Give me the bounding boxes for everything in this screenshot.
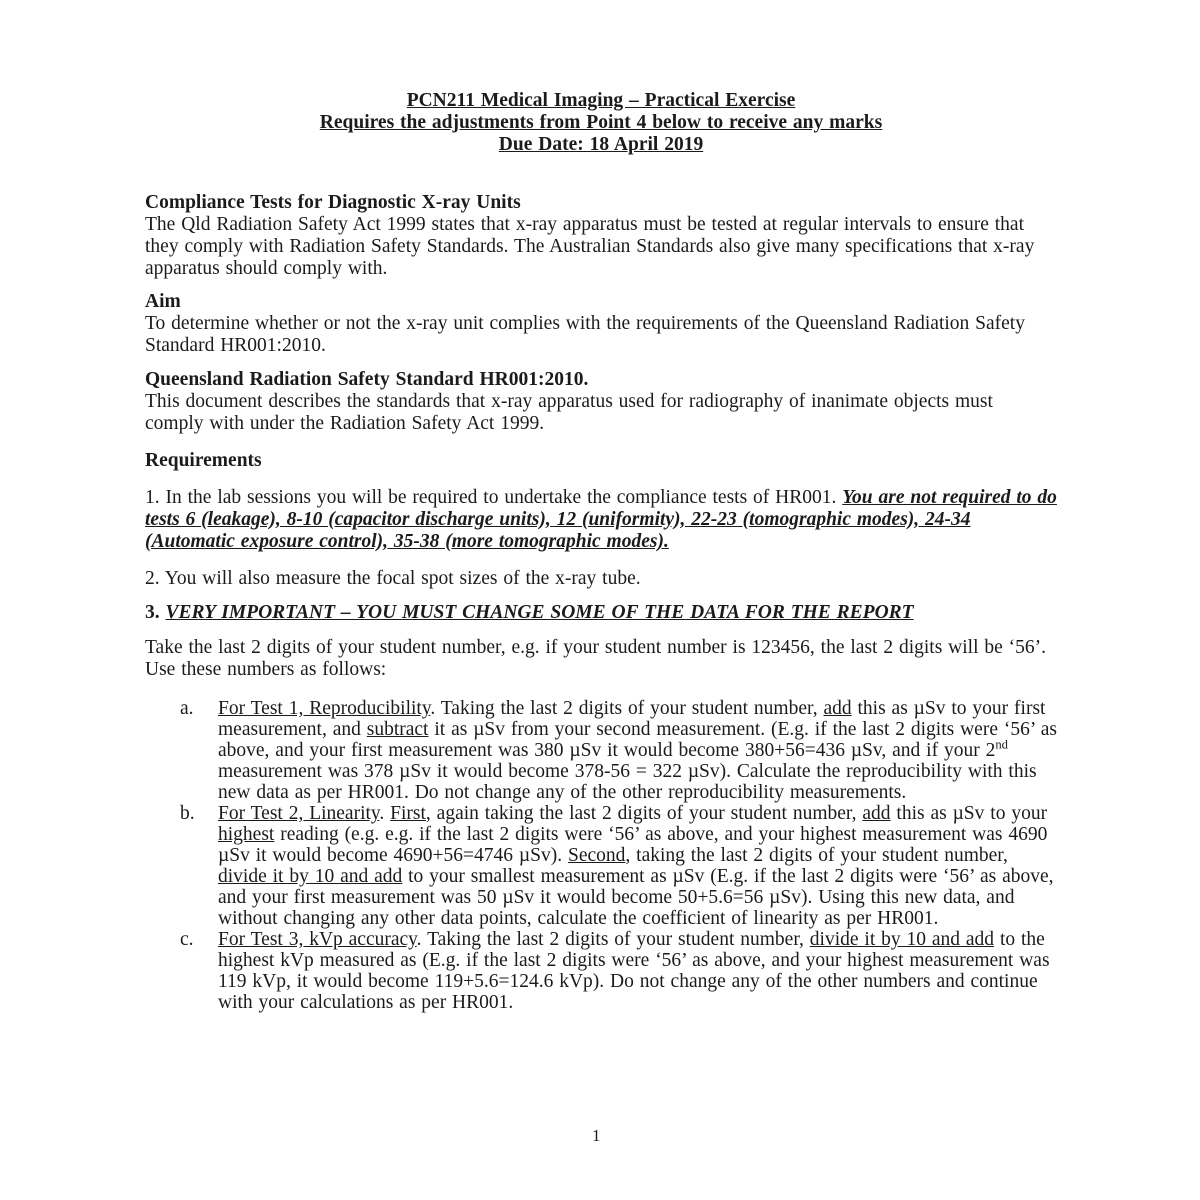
text-run: , taking the last 2 digits of your student number, [625, 845, 1008, 866]
text-run: 3. [145, 602, 166, 623]
heading-requirements [145, 450, 1057, 472]
text-run: Requirements [145, 450, 262, 471]
document-content [145, 90, 1057, 1013]
document-body [145, 192, 1057, 1013]
text-run: nd [995, 737, 1008, 752]
page-number: 1 [592, 1126, 601, 1145]
para-point-3 [145, 602, 1057, 624]
heading-compliance-tests [145, 192, 1057, 214]
text-run: Queensland Radiation Safety Standard HR001:2010. [145, 369, 589, 390]
text-run: Aim [145, 291, 181, 312]
list-marker: b. [180, 803, 195, 824]
text-run: divide it by 10 and add [809, 929, 995, 950]
text-run: 2. You will also measure the focal spot sizes of the x-ray tube. [145, 568, 641, 589]
list-marker: c. [180, 929, 194, 950]
para-compliance-tests [145, 214, 1057, 280]
list-marker: a. [180, 698, 194, 719]
text-run: To determine whether or not the x-ray unit complies with the requirements of the Queensland Radiation Safety Standard HR001:2010. [145, 313, 1025, 356]
text-run: measurement was 378 µSv it would become 378-56 = 322 µSv). Calculate the reproducibility with this new data as per HR001. Do not change any of the other reproducibility measurements. [218, 761, 1037, 803]
title-line-course: PCN211 Medical Imaging – Practical Exercise [406, 90, 796, 111]
text-run: subtract [366, 719, 429, 740]
text-run: First [390, 803, 426, 824]
list-item-c [145, 929, 1057, 1013]
para-student-number [145, 637, 1057, 681]
text-run: . Taking the last 2 digits of your student number, [430, 698, 824, 719]
text-run: For Test 2, Linearity [218, 803, 380, 824]
text-run: reading (e.g. e.g. if the last 2 digits were ‘56’ as above, and your highest measurement was 4690 µSv it would become 4690+56=4746 µSv). [218, 824, 1048, 866]
text-run: Second [568, 845, 626, 866]
para-qld-standard [145, 391, 1057, 435]
text-run: highest [218, 824, 275, 845]
text-run: Compliance Tests for Diagnostic X-ray Units [145, 192, 521, 213]
text-run: You are not required to do tests 6 (leakage), 8-10 (capacitor discharge units), 12 (uniformity), 22-23 (tomographic modes), 24-34 (Automatic exposure control), 35-38 (more tomographic modes). [145, 487, 1057, 552]
text-run: divide it by 10 and add [218, 866, 403, 887]
list-item-b [145, 803, 1057, 929]
list-item-a [145, 698, 1057, 803]
text-run: to your smallest measurement as µSv (E.g. if the last 2 digits were ‘56’ as above, and your first measurement was 50 µSv it would become 50+5.6=56 µSv). Using this new data, and without changing any other data points, calculate the coefficient of linearity as per HR001. [218, 866, 1054, 929]
text-run: add [823, 698, 852, 719]
text-run: , again taking the last 2 digits of your student number, [425, 803, 863, 824]
text-run: The Qld Radiation Safety Act 1999 states that x-ray apparatus must be tested at regular intervals to ensure that they comply with Radiation Safety Standards. The Australian Standards also give many specifications that x-ray apparatus should comply with. [145, 214, 1035, 279]
text-run: 1. In the lab sessions you will be required to undertake the compliance tests of HR001. [145, 487, 843, 508]
heading-qld-standard [145, 369, 1057, 391]
text-run: it as µSv from your second measurement. (E.g. if the last 2 digits were ‘56’ as above, and your first measurement was 380 µSv it would become 380+56=436 µSv, and if your 2 [218, 719, 1058, 761]
text-run: For Test 3, kVp accuracy [218, 929, 417, 950]
text-run: . Taking the last 2 digits of your student number, [416, 929, 810, 950]
para-point-1 [145, 487, 1057, 553]
title-line-requirement: Requires the adjustments from Point 4 below to receive any marks [319, 112, 883, 133]
text-run: This document describes the standards that x-ray apparatus used for radiography of inanimate objects must comply with under the Radiation Safety Act 1999. [145, 391, 993, 434]
text-run: Take the last 2 digits of your student number, e.g. if your student number is 123456, the last 2 digits will be ‘56’. Use these numbers as follows: [145, 637, 1047, 680]
text-run: to the highest kVp measured as (E.g. if the last 2 digits were ‘56’ as above, and your highest measurement was 119 kVp, it would become 119+5.6=124.6 kVp). Do not change any of the other numbers and continue with your calculations as per HR001. [218, 929, 1050, 1013]
para-point-2 [145, 568, 1057, 590]
text-run: . [379, 803, 391, 824]
text-run: VERY IMPORTANT – YOU MUST CHANGE SOME OF THE DATA FOR THE REPORT [165, 602, 914, 623]
text-run: this as µSv to your first measurement, and [218, 698, 1046, 740]
para-aim [145, 313, 1057, 357]
text-run: this as µSv to your [890, 803, 1048, 824]
document-title-block [145, 90, 1057, 156]
heading-aim [145, 291, 1057, 313]
title-line-due-date: Due Date: 18 April 2019 [498, 134, 704, 155]
text-run: add [862, 803, 891, 824]
text-run: For Test 1, Reproducibility [218, 698, 431, 719]
